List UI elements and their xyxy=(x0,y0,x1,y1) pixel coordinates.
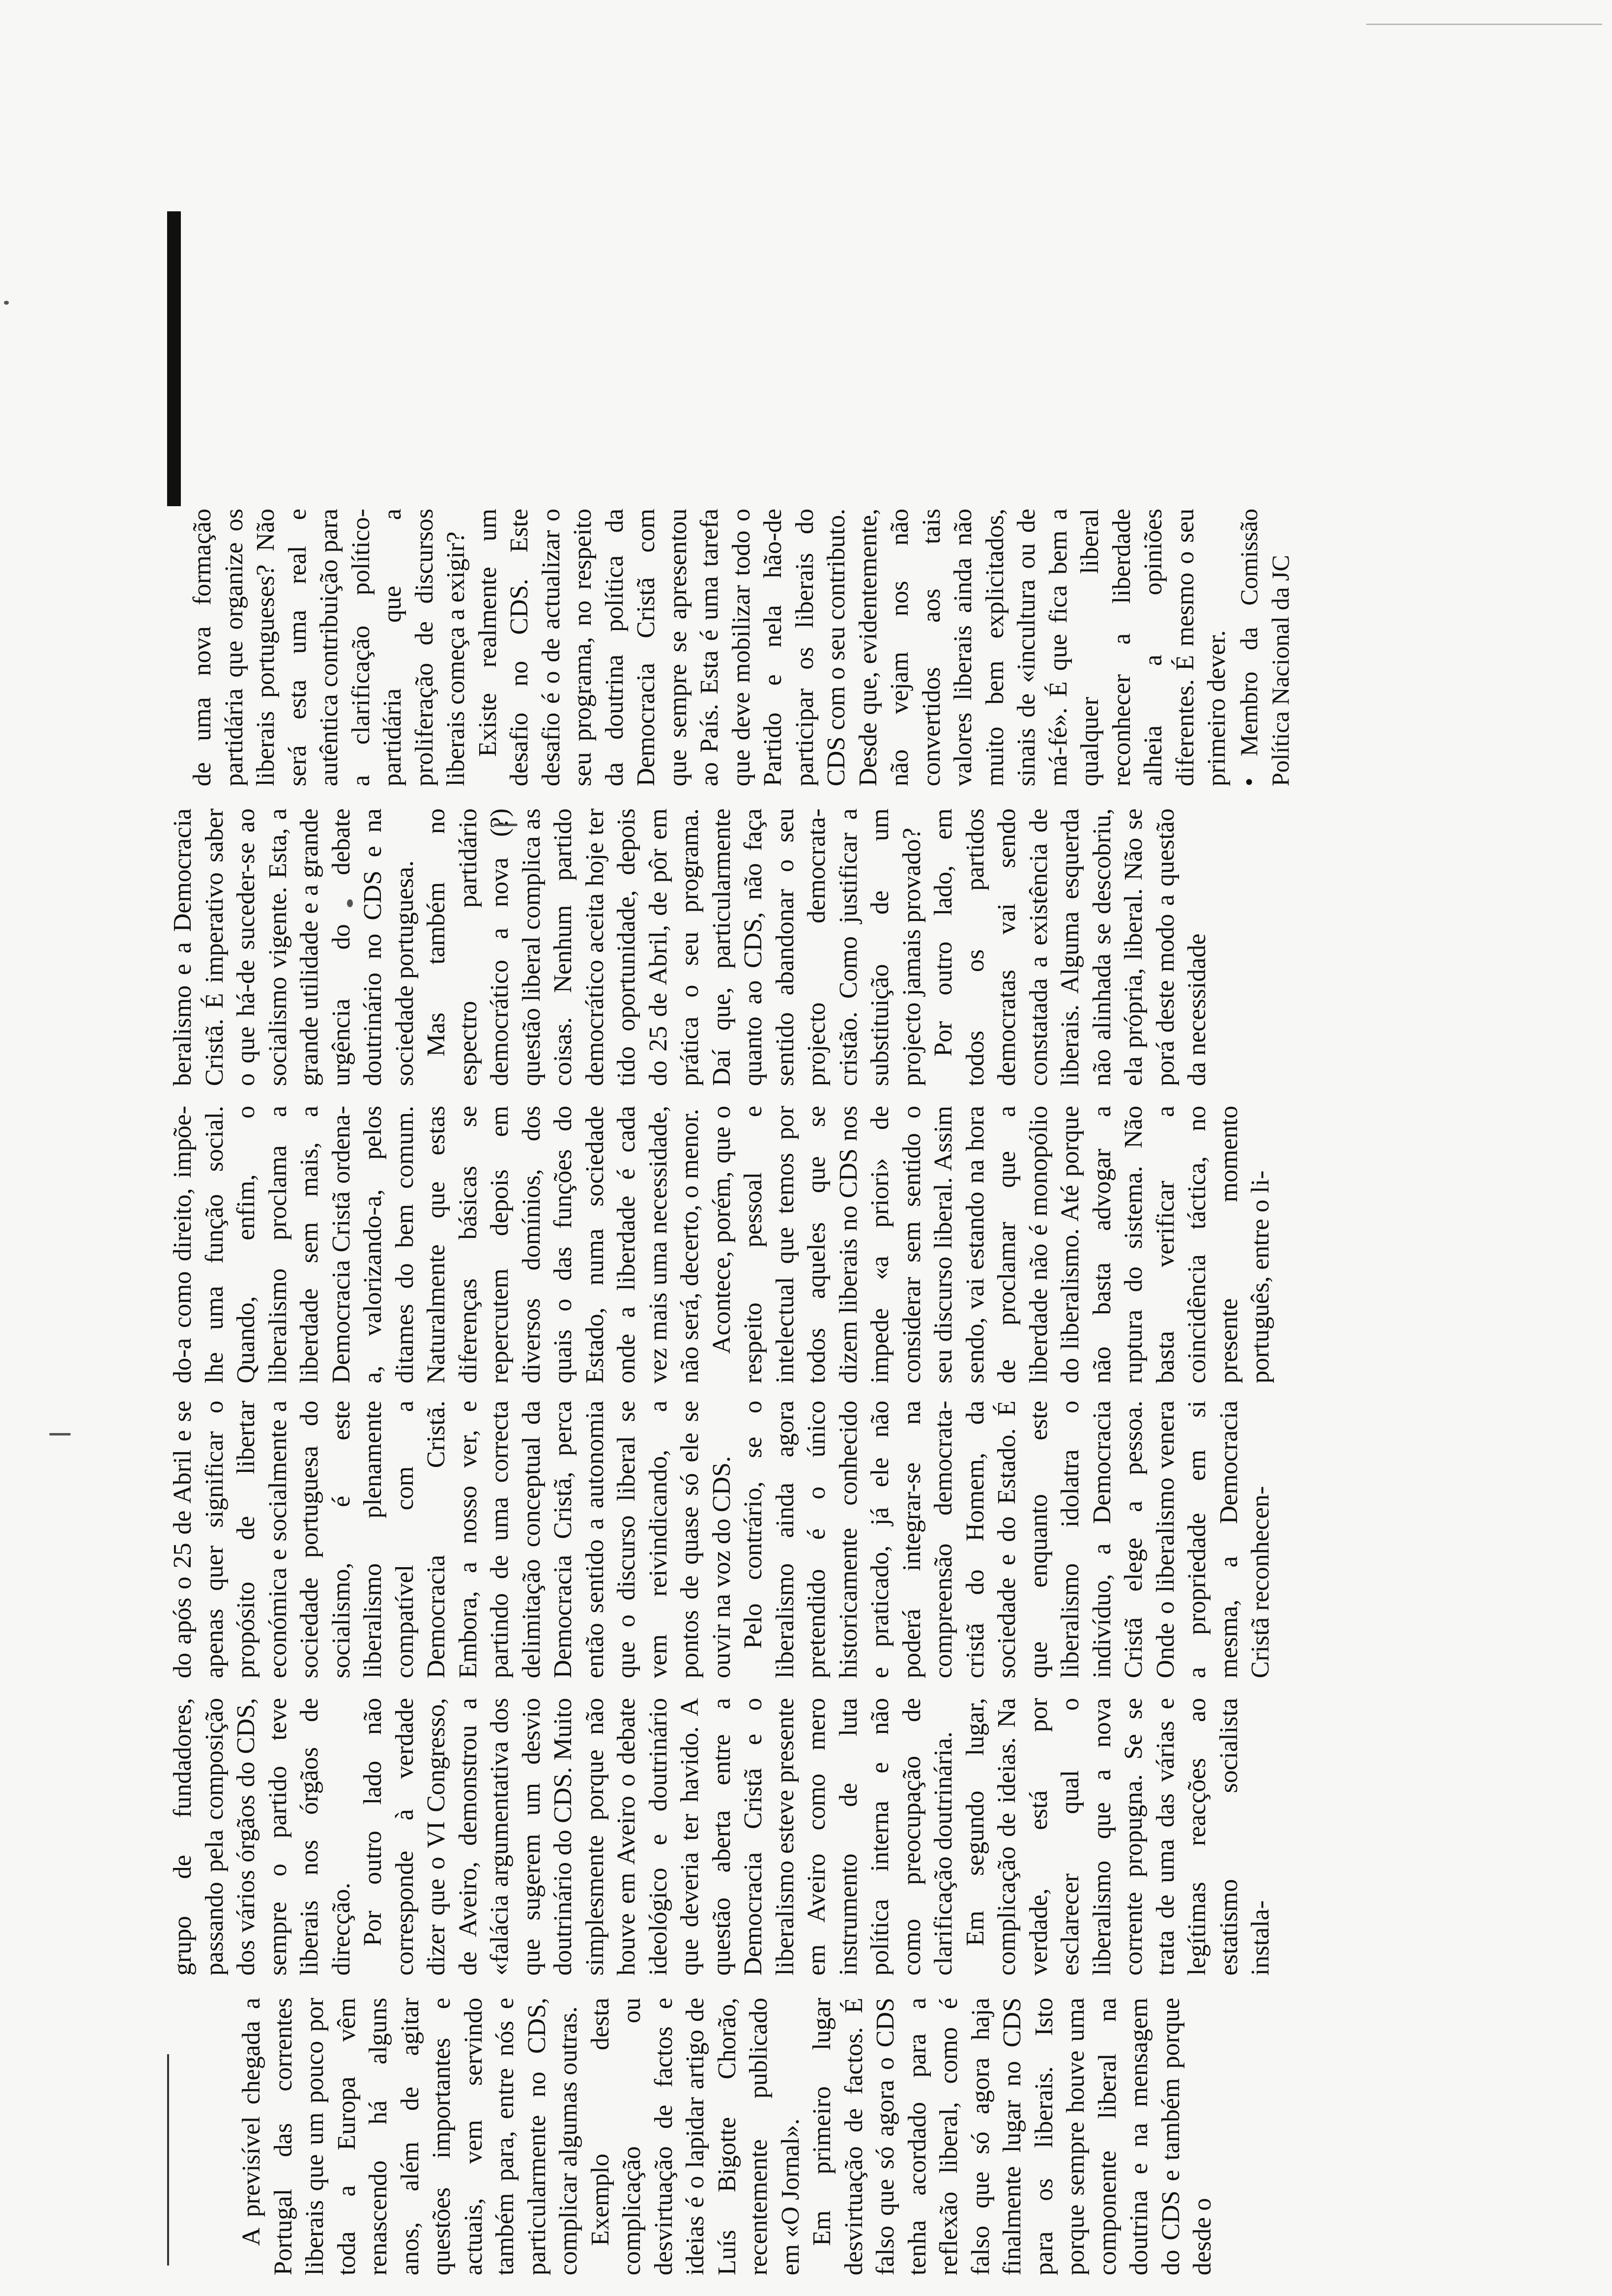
paragraph: beralismo e a Democracia Cristã. É imperativo saber o que há-de suceder-se ao socialismo vigente. Esta, a grande utilidade e a grande urgência do debate doutrinário no CDS e na sociedade portuguesa. xyxy=(169,808,419,1086)
paragraph: Acontece, porém, que o respeito pessoal e intelectual que temos por todos aqueles que se dizem liberais no CDS nos impede «a priori» de considerar sem sentido o seu discurso liberal. Assim sendo, vai estando na hora de proclamar que a liberdade não é monopólio do liberalismo. Até porque não basta advogar a ruptura do sistema. Não basta verificar a coincidência táctica, no presente momento português, entre o li- xyxy=(707,1106,1274,1383)
paragraph: Existe realmente um desafio no CDS. Este desafio é o de actualizar o seu programa, no respeito da doutrina política da Democracia Cristã com que sempre se apresentou ao País. Esta é uma tarefa que deve mobilizar todo o Partido e nela hão-de participar os liberais do CDS com o seu contributo. Desde que, evidentemente, não vejam nos não convertidos aos tais valores liberais ainda não muito bem explicitados, sinais de «incultura ou de má-fé». É que fica bem a qualquer liberal reconhecer a liberdade alheia a opiniões diferentes. É mesmo o seu primeiro dever. xyxy=(473,509,1231,786)
article-column-1 xyxy=(236,1998,1474,2275)
newspaper-article xyxy=(167,15,1425,2275)
article-column-3 xyxy=(167,1401,1406,1678)
paragraph: Mas também no espectro partidário democrático a nova (?) questão liberal complica as coisas. Nenhum partido democrático aceita hoje ter tido oportunidade, depois do 25 de Abril, de pôr em prática o seu programa. Daí que, particularmente quanto ao CDS, não faça sentido abandonar o seu projecto democrata-cristão. Como justificar a substituição de um projecto jamais provado? xyxy=(422,808,926,1086)
paragraph: do após o 25 de Abril e se apenas quer significar o propósito de libertar económica e socialmente a sociedade portuguesa do socialismo, é este liberalismo plenamente compatível com a Democracia Cristã. Embora, a nosso ver, e partindo de uma correcta delimitação conceptual da Democracia Cristã, perca então sentido a autonomia que o discurso liberal se vem reivindicando, a pontos de quase só ele se ouvir na voz do CDS. xyxy=(169,1401,736,1678)
article-column-5 xyxy=(167,808,1406,1086)
article-column-2 xyxy=(167,1698,1406,1976)
article-divider xyxy=(167,2054,169,2266)
paragraph: do-a como direito, impõe-lhe uma função social. Quando, enfim, o liberalismo proclama a liberdade sem mais, a Democracia Cristã ordena-a, valorizando-a, pelos ditames do bem comum. Naturalmente que estas diferenças básicas se repercutem depois em diversos domínios, dos quais o das funções do Estado, numa sociedade onde a liberdade é cada vez mais uma necessidade, não será, decerto, o menor. xyxy=(169,1106,704,1383)
paragraph: Exemplo desta complicação ou desvirtuação de factos e ideias é o lapidar artigo de Luís Bigotte Chorão, recentemente publicado em «O Jornal». xyxy=(586,1998,805,2275)
article-heading-bar xyxy=(167,211,181,506)
article-column-6 xyxy=(187,509,1425,786)
paragraph: Pelo contrário, se o liberalismo ainda agora pretendido é o único historicamente conhecido e praticado, já ele não poderá integrar-se na compreensão democrata-cristã do Homem, da sociedade e do Estado. É que enquanto este liberalismo idolatra o indivíduo, a Democracia Cristã elege a pessoa. Onde o liberalismo venera a propriedade em si mesma, a Democracia Cristã reconhecen- xyxy=(739,1401,1274,1678)
paragraph: Por outro lado, em todos os partidos democratas vai sendo constatada a existência de liberais. Alguma esquerda não alinhada se descobriu, ela própria, liberal. Não se porá deste modo a questão da necessidade xyxy=(929,808,1211,1086)
paragraph: Por outro lado não corresponde à verdade dizer que o VI Congresso, de Aveiro, demonstrou a «falácia argumentativa dos que sugerem um desvio doutrinário do CDS. Muito simplesmente porque não houve em Aveiro o debate ideológico e doutrinário que deveria ter havido. A questão aberta entre a Democracia Cristã e o liberalismo esteve presente em Aveiro como mero instrumento de luta política interna e não como preocupação de clarificação doutrinária. xyxy=(359,1698,957,1976)
paragraph: Em primeiro lugar desvirtuação de factos. É falso que só agora o CDS tenha acordado para a reflexão liberal, como é falso que só agora haja finalmente lugar no CDS para os liberais. Isto porque sempre houve uma componente liberal na doutrina e na mensagem do CDS e também porque desde o xyxy=(808,1998,1216,2275)
scan-speck xyxy=(49,1433,71,1435)
paragraph: A previsível chegada a Portugal das correntes liberais que um pouco por toda a Europa vêm renascendo há alguns anos, além de agitar questões importantes e actuais, vem servindo também para, entre nós e particularmente no CDS, complicar algumas outras. xyxy=(237,1998,582,2275)
author-footnote: • Membro da Comissão Política Nacional da JC xyxy=(1235,509,1294,786)
scan-speck xyxy=(4,301,9,305)
paragraph: de uma nova formação partidária que organize os liberais portugueses? Não será esta uma real e autêntica contribuição para a clarificação político-partidária que a proliferação de discursos liberais começa a exigir? xyxy=(188,509,470,786)
paragraph: Em segundo lugar, complicação de ideias. Na verdade, está por esclarecer qual o liberalismo que a nova corrente propugna. Se se trata de uma das várias e legítimas reacções ao estatismo socialista instala- xyxy=(961,1698,1274,1976)
article-column-4 xyxy=(167,1106,1406,1383)
paragraph: grupo de fundadores, passando pela composição dos vários órgãos do CDS, sempre o partido teve liberais nos órgãos de direcção. xyxy=(169,1698,355,1976)
